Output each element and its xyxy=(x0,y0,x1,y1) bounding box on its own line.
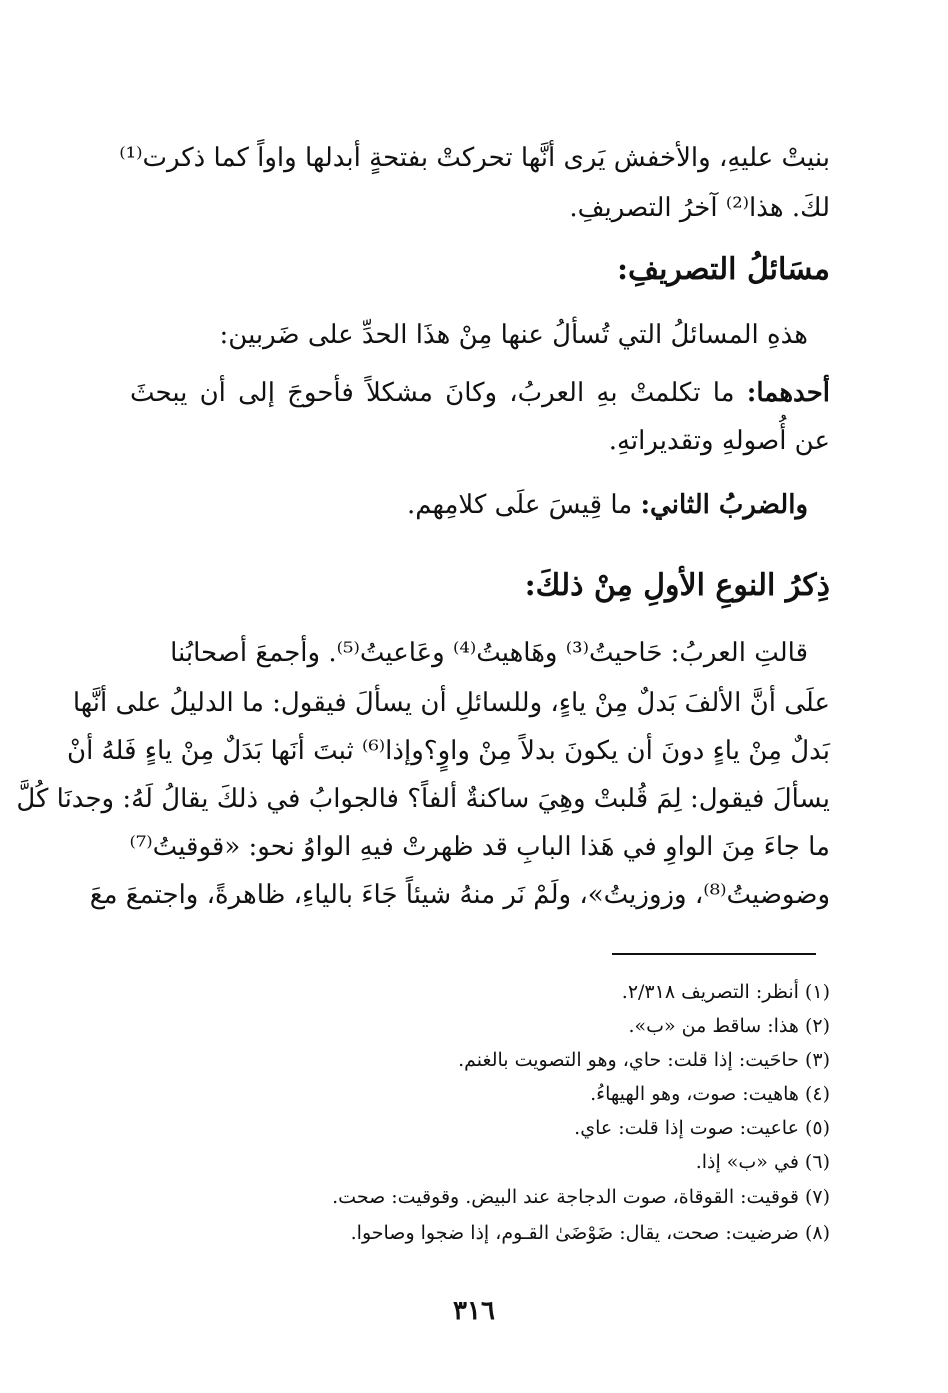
paragraph-3-line-2: عن أُصولهِ وتقديراتهِ. xyxy=(608,426,830,456)
footnote-1: (١) أنظر: التصريف ٢/٣١٨. xyxy=(621,981,830,1003)
paragraph-2: هذهِ المسائلُ التي تُسألُ عنها مِنْ هذَا الحدِّ على ضَربين: xyxy=(219,320,808,350)
footnote-2: (٢) هذا: ساقط من «ب». xyxy=(628,1015,830,1037)
footnote-7: (٧) قوقيت: القوقاة، صوت الدجاجة عند البيض. وقوقيت: صحت. xyxy=(332,1186,830,1208)
paragraph-3-lead: أحدهما: xyxy=(746,378,830,408)
paragraph-4-lead: والضربُ الثاني: xyxy=(640,490,808,520)
paragraph-1-line-2: لكَ. هذا⁽²⁾ آخرُ التصريفِ. xyxy=(569,193,830,223)
paragraph-5-line-4: يسألَ فيقول: لِمَ قُلبتْ وهِيَ ساكنةٌ ألفاً؟ فالجوابُ في ذلكَ يقالُ لَهُ: وجدنَا كُلَّ xyxy=(16,784,830,814)
footnote-4: (٤) هاهيت: صوت، وهو الهيهاءُ. xyxy=(590,1083,830,1105)
footnote-separator xyxy=(612,953,816,955)
footnote-3: (٣) حاحَيت: إذا قلت: حاي، وهو التصويت بالغنم. xyxy=(458,1049,830,1071)
paragraph-5-line-1: قالتِ العربُ: حَاحيتُ⁽³⁾ وهَاهيتُ⁽⁴⁾ وعَاعيتُ⁽⁵⁾. وأجمعَ أصحابُنا xyxy=(170,638,808,668)
paragraph-3-line-1 xyxy=(130,378,830,408)
paragraph-5-line-6: وضوضيتُ⁽⁸⁾، وزوزيتُ»، ولَمْ نَر منهُ شيئاً جَاءَ بالياءِ، ظاهرةً، واجتمعَ معَ xyxy=(89,880,830,910)
paragraph-1-line-1: بنيتْ عليهِ، والأخفش يَرى أنَّها تحركتْ بفتحةٍ أبدلها واواً كما ذكرت⁽¹⁾ xyxy=(119,143,830,173)
footnote-6: (٦) في «ب» إذا. xyxy=(695,1151,830,1173)
section-heading-1: مسَائلُ التصريفِ: xyxy=(616,252,830,287)
paragraph-5-line-3: بَدلٌ مِنْ ياءٍ دونَ أن يكونَ بدلاً مِنْ واوٍ؟وإذا⁽⁶⁾ ثبتَ أنَها بَدَلٌ مِنْ ياءٍ فَلهُ أنْ xyxy=(66,736,830,766)
section-heading-2: ذِكرُ النوعِ الأولِ مِنْ ذلكَ: xyxy=(524,568,830,603)
paragraph-5-line-2: علَى أنَّ الألفَ بَدلٌ مِنْ ياءٍ، وللسائلِ أن يسألَ فيقول: ما الدليلُ على أنَّها xyxy=(72,688,830,718)
footnote-5: (٥) عاعيت: صوت إذا قلت: عاي. xyxy=(574,1117,830,1139)
page-number: ٣١٦ xyxy=(453,1296,495,1326)
paragraph-5-line-5: ما جاءَ مِنَ الواوِ في هَذا البابِ قد ظهرتْ فيهِ الواوُ نحو: «قوقيتُ⁽⁷⁾ xyxy=(129,832,830,862)
footnote-8: (٨) ضرضيت: صحت، يقال: ضَوْضَىٰ القـوم، إذا ضجوا وصاحوا. xyxy=(350,1222,830,1244)
paragraph-4 xyxy=(130,490,808,520)
paragraph-3-rest: ما تكلمتْ بهِ العربُ، وكانَ مشكلاً فأحوجَ إلى أن يبحثَ xyxy=(130,378,747,408)
paragraph-4-rest: ما قِيسَ علَى كلامِهم. xyxy=(406,490,641,520)
